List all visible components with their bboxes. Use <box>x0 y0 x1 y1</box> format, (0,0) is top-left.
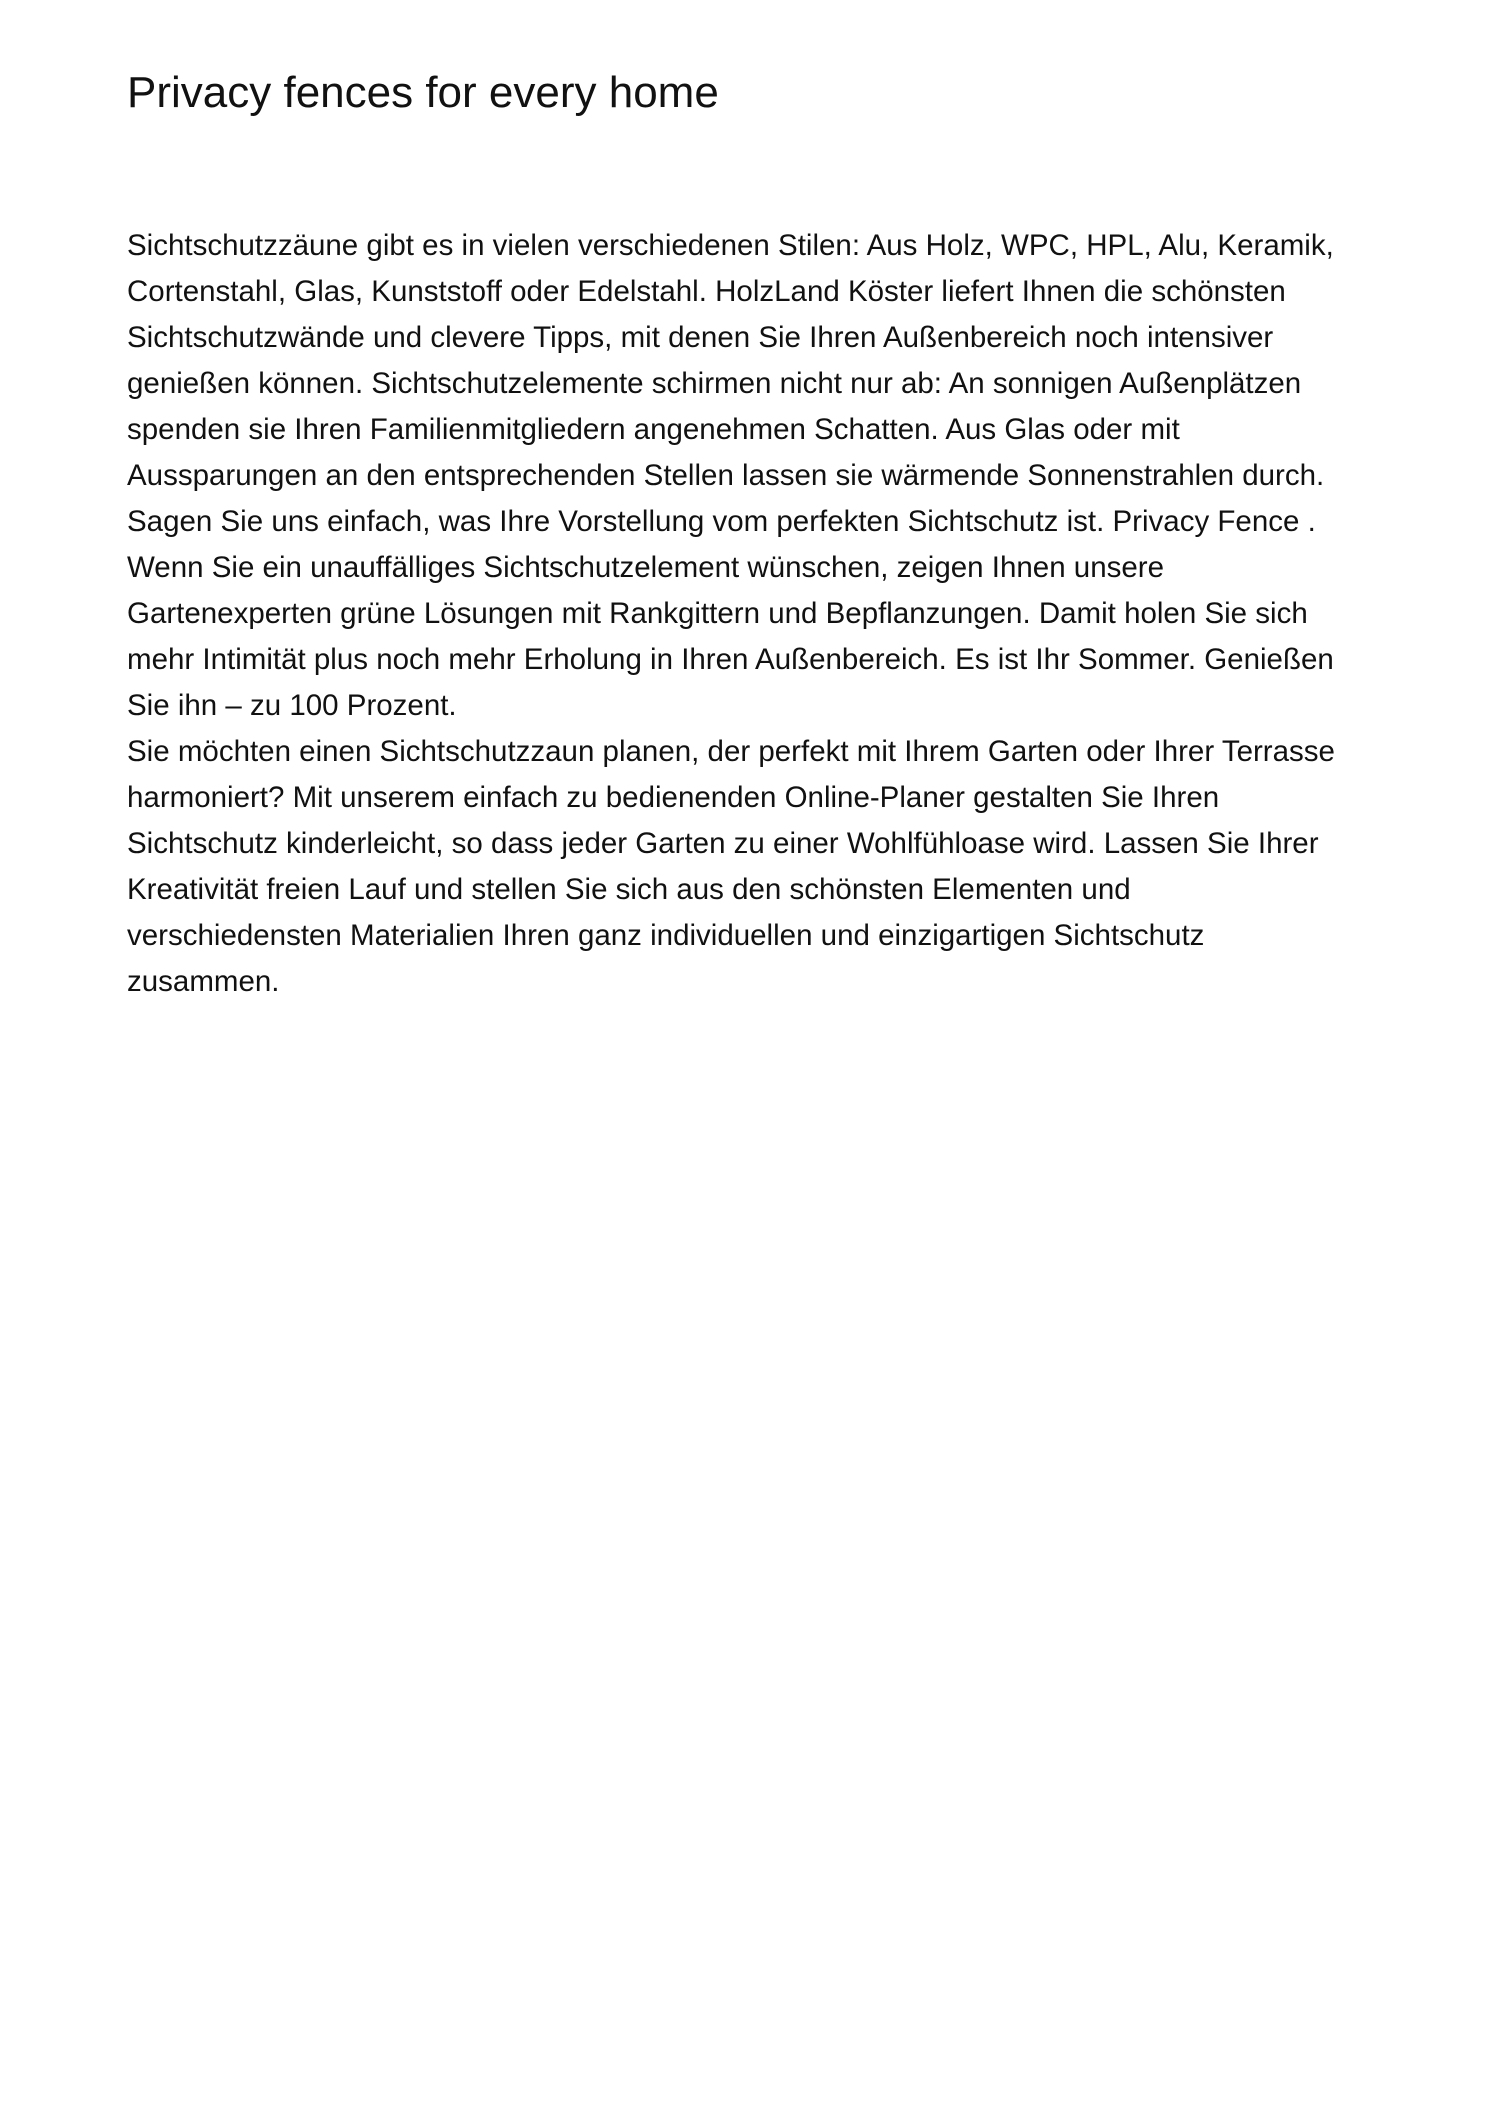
body-text-line: Sie möchten einen Sichtschutzzaun planen, der perfekt mit Ihrem Garten oder Ihrer Terrasse <box>127 735 1335 768</box>
body-text-line: Sagen Sie uns einfach, was Ihre Vorstellung vom perfekten Sichtschutz ist. Privacy Fence . <box>127 505 1316 538</box>
document-content <box>127 60 1387 1005</box>
body-text-line: Gartenexperten grüne Lösungen mit Rankgittern und Bepflanzungen. Damit holen Sie sich <box>127 597 1308 630</box>
page-title: Privacy fences for every home <box>127 68 719 117</box>
body-text-line: Sichtschutz kinderleicht, so dass jeder Garten zu einer Wohlfühloase wird. Lassen Sie Ihrer <box>127 827 1319 860</box>
body-text-line: Aussparungen an den entsprechenden Stellen lassen sie wärmende Sonnenstrahlen durch. <box>127 459 1325 492</box>
body-text-line: mehr Intimität plus noch mehr Erholung in Ihren Außenbereich. Es ist Ihr Sommer. Genießen <box>127 643 1334 676</box>
body-text-line: Sichtschutzzäune gibt es in vielen verschiedenen Stilen: Aus Holz, WPC, HPL, Alu, Keramik, <box>127 229 1334 262</box>
body-text-line: spenden sie Ihren Familienmitgliedern angenehmen Schatten. Aus Glas oder mit <box>127 413 1180 446</box>
document-body <box>127 223 1387 1005</box>
body-text-line: verschiedensten Materialien Ihren ganz individuellen und einzigartigen Sichtschutz <box>127 919 1205 952</box>
body-text-line: Kreativität freien Lauf und stellen Sie sich aus den schönsten Elementen und <box>127 873 1131 906</box>
body-text-line: zusammen. <box>127 965 280 998</box>
body-text-line: harmoniert? Mit unserem einfach zu bedienenden Online-Planer gestalten Sie Ihren <box>127 781 1220 814</box>
body-text-line: Wenn Sie ein unauffälliges Sichtschutzelement wünschen, zeigen Ihnen unsere <box>127 551 1164 584</box>
body-text-line: Cortenstahl, Glas, Kunststoff oder Edelstahl. HolzLand Köster liefert Ihnen die schönsten <box>127 275 1286 308</box>
body-text-line: Sichtschutzwände und clevere Tipps, mit denen Sie Ihren Außenbereich noch intensiver <box>127 321 1274 354</box>
body-text-line: Sie ihn – zu 100 Prozent. <box>127 689 457 722</box>
body-text-line: genießen können. Sichtschutzelemente schirmen nicht nur ab: An sonnigen Außenplätzen <box>127 367 1302 400</box>
